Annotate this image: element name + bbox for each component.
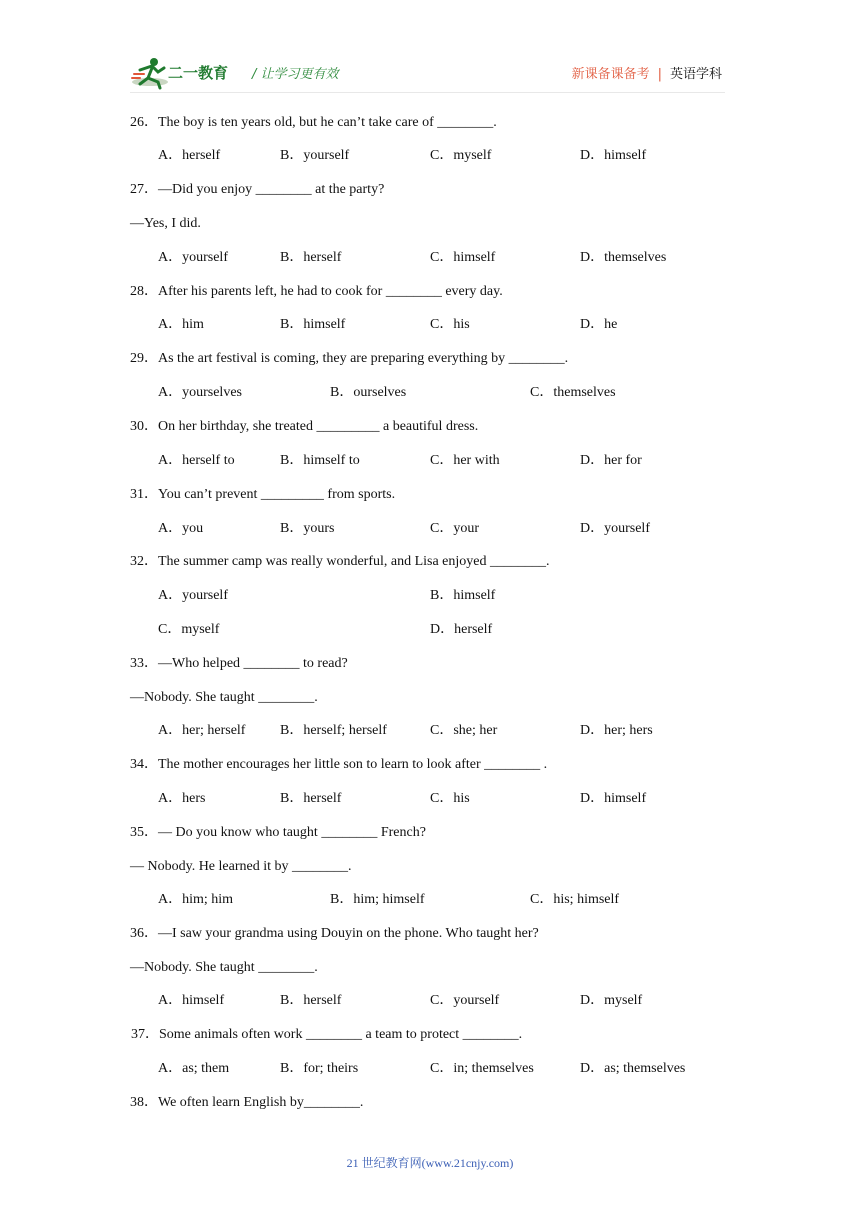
footer-link[interactable]: 21 世纪教育网(www.21cnjy.com)	[346, 1156, 514, 1170]
option-c: C．his	[430, 317, 470, 332]
question-stem: 36．—I saw your grandma using Douyin on the phone. Who taught her?	[130, 926, 539, 941]
option-d: D．herself	[430, 622, 493, 637]
option-c: C．yourself	[430, 993, 500, 1008]
question-stem: 35．— Do you know who taught ________ French?	[130, 825, 426, 840]
option-a: A．him	[158, 317, 204, 332]
option-c: C．myself	[158, 622, 220, 637]
option-a: A．herself	[158, 148, 221, 163]
option-a: A．you	[158, 521, 204, 536]
option-a: A．her; herself	[158, 723, 246, 738]
option-d: D．her; hers	[580, 723, 653, 738]
question-stem: 30．On her birthday, she treated _________ a beautiful dress.	[130, 419, 479, 434]
option-a: A．yourselves	[158, 385, 242, 400]
option-d: D．as; themselves	[580, 1061, 686, 1076]
question-stem: 31．You can’t prevent _________ from sports.	[130, 487, 396, 502]
option-c: C．your	[430, 521, 479, 536]
answer-line: —Yes, I did.	[130, 216, 201, 231]
option-d: D．himself	[580, 148, 647, 163]
option-d: D．themselves	[580, 250, 667, 265]
option-b: B．herself; herself	[280, 723, 387, 738]
option-a: A．himself	[158, 993, 225, 1008]
question-stem: 33．—Who helped ________ to read?	[130, 656, 348, 671]
option-a: A．yourself	[158, 588, 228, 603]
header-right	[572, 63, 722, 82]
answer-line: — Nobody. He learned it by ________.	[130, 859, 352, 874]
question-stem: 38．We often learn English by________.	[130, 1095, 364, 1110]
option-a: A．yourself	[158, 250, 228, 265]
option-c: C．themselves	[530, 385, 616, 400]
header-subject: 英语学科	[669, 67, 722, 82]
option-d: D．yourself	[580, 521, 650, 536]
header-divider	[130, 92, 725, 93]
option-d: D．he	[580, 317, 618, 332]
option-b: B．himself	[280, 317, 346, 332]
question-stem: 27．—Did you enjoy ________ at the party?	[130, 182, 385, 197]
option-c: C．his	[430, 791, 470, 806]
option-c: C．in; themselves	[430, 1061, 534, 1076]
logo-text: 二一教育	[168, 64, 229, 82]
option-b: B．herself	[280, 250, 342, 265]
option-b: B．yours	[280, 521, 335, 536]
option-a: A．as; them	[158, 1061, 230, 1076]
header-separator: |	[657, 67, 662, 82]
option-b: B．for; theirs	[280, 1061, 359, 1076]
option-d: D．myself	[580, 993, 643, 1008]
question-stem: 34．The mother encourages her little son to learn to look after ________ .	[130, 757, 548, 772]
question-stem: 28．After his parents left, he had to cook for ________ every day.	[130, 284, 503, 299]
question-stem: 26．The boy is ten years old, but he can’t take care of ________.	[130, 115, 497, 130]
option-b: B．himself to	[280, 453, 360, 468]
option-b: B．himself	[430, 588, 496, 603]
answer-line: —Nobody. She taught ________.	[130, 960, 318, 975]
answer-line: —Nobody. She taught ________.	[130, 690, 318, 705]
option-c: C．his; himself	[530, 892, 620, 907]
option-b: B．herself	[280, 993, 342, 1008]
page-header	[130, 54, 730, 94]
option-b: B．herself	[280, 791, 342, 806]
question-stem: 32．The summer camp was really wonderful, and Lisa enjoyed ________.	[130, 554, 550, 569]
option-b: B．him; himself	[330, 892, 425, 907]
slogan: / 让学习更有效	[252, 67, 339, 82]
option-d: D．her for	[580, 453, 642, 468]
question-stem: 29．As the art festival is coming, they are preparing everything by ________.	[130, 351, 569, 366]
option-d: D．himself	[580, 791, 647, 806]
option-c: C．her with	[430, 453, 500, 468]
option-c: C．himself	[430, 250, 496, 265]
option-b: B．yourself	[280, 148, 350, 163]
option-a: A．herself to	[158, 453, 235, 468]
option-a: A．him; him	[158, 892, 234, 907]
header-course-label: 新课备课备考	[571, 67, 650, 82]
option-c: C．she; her	[430, 723, 498, 738]
option-c: C．myself	[430, 148, 492, 163]
question-stem: 37．Some animals often work ________ a team to protect ________.	[131, 1027, 523, 1042]
option-a: A．hers	[158, 791, 206, 806]
option-b: B．ourselves	[330, 385, 407, 400]
